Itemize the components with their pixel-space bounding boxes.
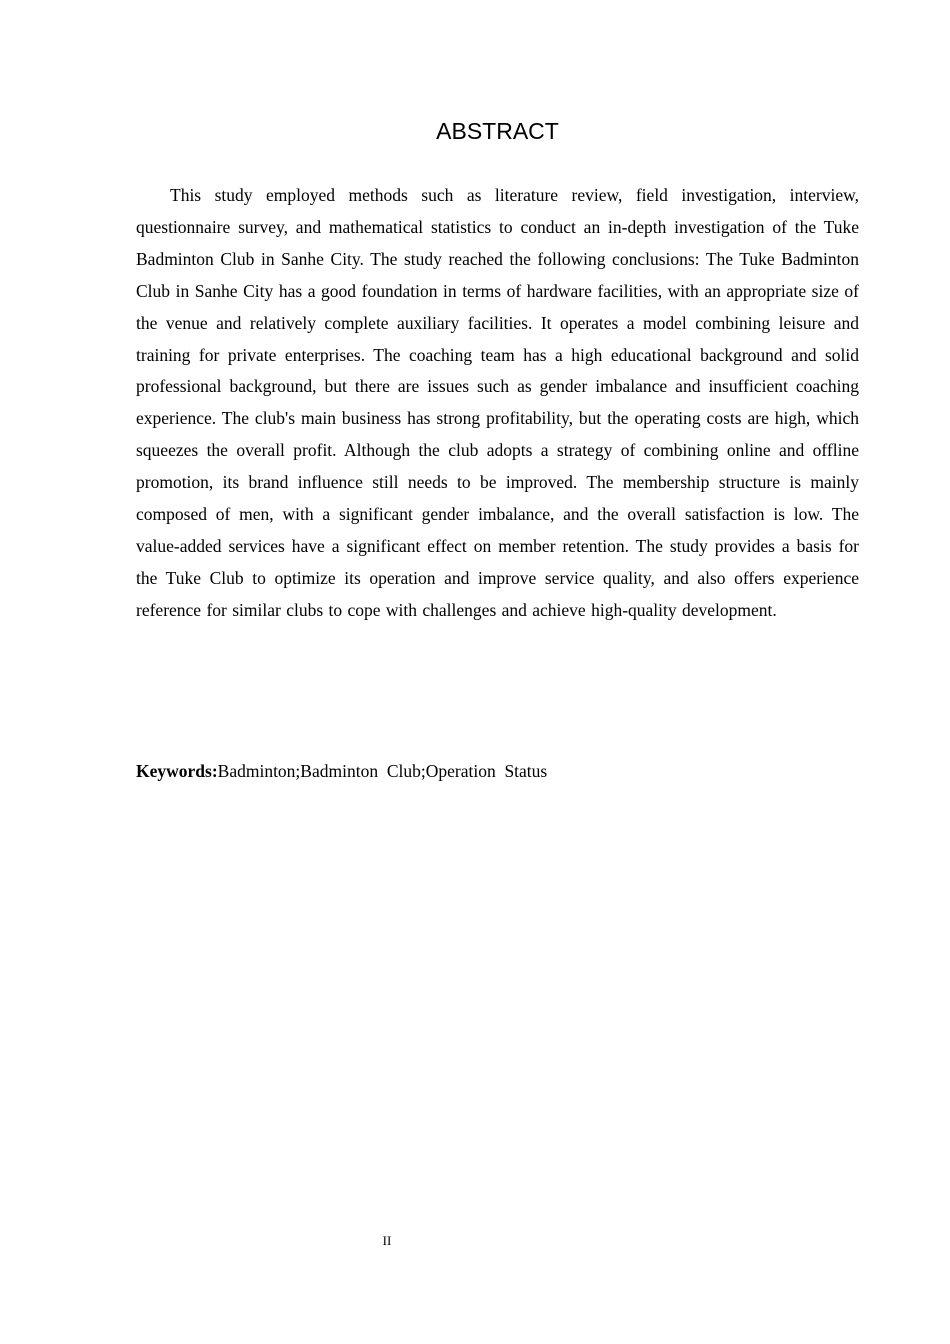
page-number: II bbox=[382, 1233, 392, 1248]
abstract-body: This study employed methods such as literature review, field investigation, interview, questionnaire survey, and mathematical statistics to conduct an in-depth investigation of the Tuke Badminton Club in Sanhe City. The study reached the following conclusions: The Tuke Badminton Club in Sanhe City has a good foundation in terms of hardware facilities, with an appropriate size of the venue and relatively complete auxiliary facilities. It operates a model combining leisure and training for private enterprises. The coaching team has a high educational background and solid professional background, but there are issues such as gender imbalance and insufficient coaching experience. The club's main business has strong profitability, but the operating costs are high, which squeezes the overall profit. Although the club adopts a strategy of combining online and offline promotion, its brand influence still needs to be improved. The membership structure is mainly composed of men, with a significant gender imbalance, and the overall satisfaction is low. The value-added services have a significant effect on member retention. The study provides a basis for the Tuke Club to optimize its operation and improve service quality, and also offers experience reference for similar clubs to cope with challenges and achieve high-quality development. bbox=[136, 185, 859, 620]
keywords-label: Keywords: bbox=[136, 761, 218, 781]
keywords-line bbox=[136, 755, 859, 787]
abstract-title: ABSTRACT bbox=[436, 118, 559, 144]
keywords-value: Badminton;Badminton Club;Operation Status bbox=[217, 761, 548, 781]
